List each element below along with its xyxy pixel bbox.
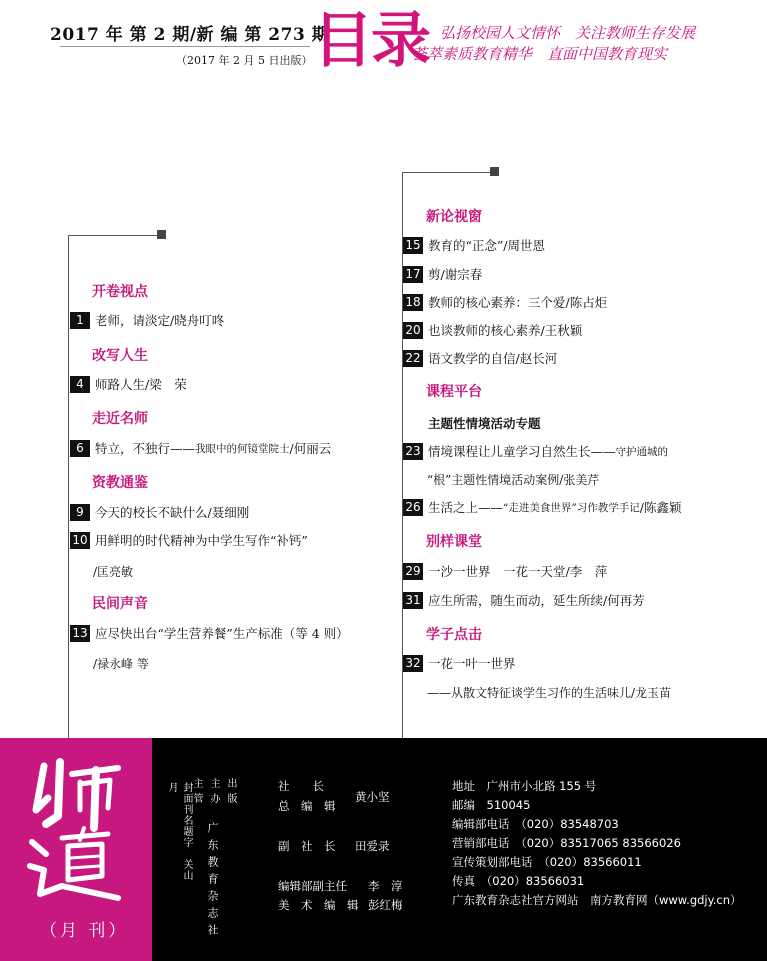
toc-entry[interactable]	[403, 442, 668, 460]
entry-author: /陈鑫颖	[639, 500, 682, 515]
toc-entry[interactable]	[70, 375, 187, 393]
entry-title: 生活之上——	[428, 500, 504, 515]
entry-title: 特立，不独行——	[95, 441, 196, 456]
toc-entry[interactable]	[70, 503, 249, 521]
page-number: 17	[403, 266, 423, 283]
toc-entry[interactable]	[403, 591, 645, 609]
toc-entry[interactable]	[70, 531, 308, 549]
entry-title: 教育的“正念”/周世恩	[428, 238, 545, 253]
right-column-marker	[490, 167, 499, 176]
staff-role: 编辑部副主任	[278, 879, 347, 893]
page-number: 6	[70, 440, 90, 457]
contact-marketing-phone: 营销部电话 （020）83517065 83566026	[452, 836, 681, 850]
entry-author: /何丽云	[289, 441, 332, 456]
sponsor-label-host: 主 办	[208, 778, 219, 805]
toc-entry[interactable]	[403, 321, 582, 339]
frequency-label: （月 刊）	[40, 921, 129, 941]
entry-note: “走进美食世界”习作教学手记	[503, 501, 640, 514]
section-heading: 改写人生	[92, 348, 148, 364]
toc-entry[interactable]	[403, 498, 681, 516]
section-heading: 民间声音	[92, 596, 148, 612]
entry-note: 我眼中的何镜堂院士	[195, 442, 290, 455]
page-number: 20	[403, 322, 423, 339]
entry-title: 剪/谢宗春	[428, 267, 483, 282]
staff-name: 李 淳	[368, 879, 403, 893]
section-heading: 开卷视点	[92, 284, 148, 300]
toc-entry[interactable]	[70, 439, 331, 457]
staff-name: 田爱录	[355, 839, 390, 853]
masthead-logo	[22, 758, 132, 908]
entry-title: 一花一叶一世界	[428, 656, 516, 671]
page-number: 29	[403, 563, 423, 580]
entry-continuation: /禄永峰 等	[93, 657, 149, 671]
entry-continuation: /匡亮敏	[93, 565, 134, 579]
section-heading: 资教通鉴	[92, 475, 148, 491]
header-divider	[60, 46, 310, 47]
page-number: 31	[403, 592, 423, 609]
staff-role: 社 长	[278, 779, 324, 793]
section-heading: 走近名师	[92, 411, 148, 427]
staff-role: 副 社 长	[278, 839, 336, 853]
entry-title: 一沙一世界 一花一天堂/李 萍	[428, 564, 608, 579]
contact-website[interactable]: 广东教育杂志社官方网站 南方教育网（www.gdjy.cn）	[452, 893, 742, 907]
issue-number: 2017 年 第 2 期/新 编 第 273 期	[50, 25, 330, 45]
entry-title: 教师的核心素养：三个爱/陈占炬	[428, 295, 608, 310]
page-number: 26	[403, 499, 423, 516]
contact-editorial-phone: 编辑部电话 （020）83548703	[452, 817, 619, 831]
publisher-name: 广东教育杂志社	[206, 822, 219, 941]
subheading: 主题性情境活动专题	[428, 416, 541, 431]
page-title: 目录	[313, 6, 429, 76]
contact-address: 地址 广州市小北路 155 号	[452, 779, 597, 793]
slogan-line-1: 弘扬校园人文情怀 关注教师生存发展	[440, 24, 696, 42]
staff-role: 美 术 编 辑	[278, 898, 359, 912]
slogan-line-2: 荟萃素质教育精华 直面中国教育现实	[412, 45, 668, 63]
left-column-marker	[157, 230, 166, 239]
staff-role: 总 编 辑	[278, 799, 336, 813]
page-number: 13	[70, 625, 90, 642]
entry-title: 语文教学的自信/赵长河	[428, 351, 558, 366]
toc-entry[interactable]	[403, 265, 482, 283]
staff-name: 黄小坚	[355, 790, 390, 804]
toc-entry[interactable]	[403, 349, 557, 367]
right-column-top-rule	[402, 172, 495, 173]
publish-date: （2017 年 2 月 5 日出版）	[176, 54, 313, 67]
page-number: 23	[403, 443, 423, 460]
section-heading: 新论视窗	[426, 209, 482, 225]
page-number: 15	[403, 237, 423, 254]
entry-continuation: ——从散文特征谈学生习作的生活味儿/龙玉苗	[427, 686, 672, 700]
toc-entry[interactable]	[70, 311, 224, 329]
left-column-rule	[68, 235, 69, 738]
toc-entry[interactable]	[403, 654, 516, 672]
entry-title: 情境课程让儿童学习自然生长——	[428, 444, 616, 459]
page-number: 18	[403, 294, 423, 311]
entry-note: 守护通城的	[615, 445, 669, 458]
toc-entry[interactable]	[403, 236, 545, 254]
entry-title: 今天的校长不缺什么/聂细刚	[95, 505, 250, 520]
entry-title: 用鲜明的时代精神为中学生写作“补钙”	[95, 533, 308, 548]
page-number: 10	[70, 532, 90, 549]
entry-title: 也谈教师的核心素养/王秋颖	[428, 323, 583, 338]
page-number: 1	[70, 312, 90, 329]
entry-title: 应尽快出台“学生营养餐”生产标准（等 4 则）	[95, 626, 349, 641]
page-number: 4	[70, 376, 90, 393]
section-heading: 别样课堂	[426, 534, 482, 550]
page-number: 9	[70, 504, 90, 521]
cover-calligraphy-credit: 封面刊名题字 关山月	[166, 782, 192, 881]
left-column-top-rule	[68, 235, 161, 236]
toc-entry[interactable]	[403, 562, 607, 580]
staff-name: 彭红梅	[368, 898, 403, 912]
toc-entry[interactable]	[70, 624, 349, 642]
entry-title: 师路人生/梁 荣	[95, 377, 187, 392]
contact-publicity-phone: 宣传策划部电话 （020）83566011	[452, 855, 642, 869]
page-number: 22	[403, 350, 423, 367]
entry-continuation: “根”主题性情境活动案例/张美芹	[427, 473, 600, 487]
section-heading: 课程平台	[426, 384, 482, 400]
contact-fax: 传真 （020）83566031	[452, 874, 585, 888]
page-number: 32	[403, 655, 423, 672]
toc-entry[interactable]	[403, 293, 607, 311]
entry-title: 应生所需，随生而动，延生所续/何再芳	[428, 593, 645, 608]
sponsor-label-supervisor: 主 管	[191, 778, 202, 805]
section-heading: 学子点击	[426, 627, 482, 643]
sponsor-label-publisher: 出 版	[225, 778, 236, 805]
contact-postcode: 邮编 510045	[452, 798, 531, 812]
entry-title: 老师，请淡定/晓舟叮咚	[95, 313, 225, 328]
